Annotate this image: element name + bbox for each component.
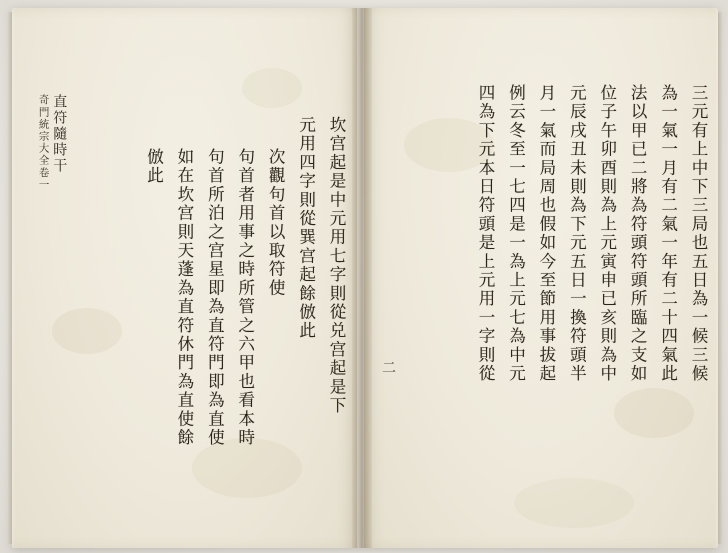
text-column: 倣此	[144, 148, 164, 186]
text-column: 句首所泊之宫星即為直符門即為直使	[205, 148, 225, 448]
text-column: 月一氣而局周也假如今至節用事拔起	[536, 84, 556, 384]
book-spine-gutter	[352, 8, 372, 548]
text-column: 三元有上中下三局也五日為一候三候	[689, 84, 708, 384]
text-column: 為一氣一月有二氣一年有二十四氣此	[658, 84, 678, 384]
right-page-text-block	[374, 82, 710, 502]
text-column: 如在坎宫則天蓬為直符休門為直使餘	[174, 148, 194, 448]
open-book	[12, 8, 718, 548]
text-column: 元辰戌丑未則為下元五日一換符頭半	[567, 84, 587, 384]
folio-number: 二	[380, 360, 396, 375]
text-column: 元用四字則從巽宫起餘倣此	[296, 116, 316, 341]
text-column: 四為下元本日符頭是上元用一字則從	[476, 84, 496, 384]
section-title-marginal: 直符隨時干	[51, 94, 68, 174]
text-column: 次觀句首以取符使	[266, 148, 286, 298]
left-page-text-block	[32, 82, 348, 502]
text-column: 法以甲已二將為符頭符頭所臨之支如	[628, 84, 648, 384]
text-column: 位子午卯酉則為上元寅申已亥則為中	[597, 84, 617, 384]
text-column: 例云冬至一七四是一為上元七為中元	[506, 84, 526, 384]
text-column: 句首者用事之時所管之六甲也看本時	[235, 148, 255, 448]
volume-title-marginal: 奇門統宗大全卷一	[37, 94, 50, 191]
text-column: 坎宫起是中元用七字則從兑宫起是下	[327, 116, 346, 416]
